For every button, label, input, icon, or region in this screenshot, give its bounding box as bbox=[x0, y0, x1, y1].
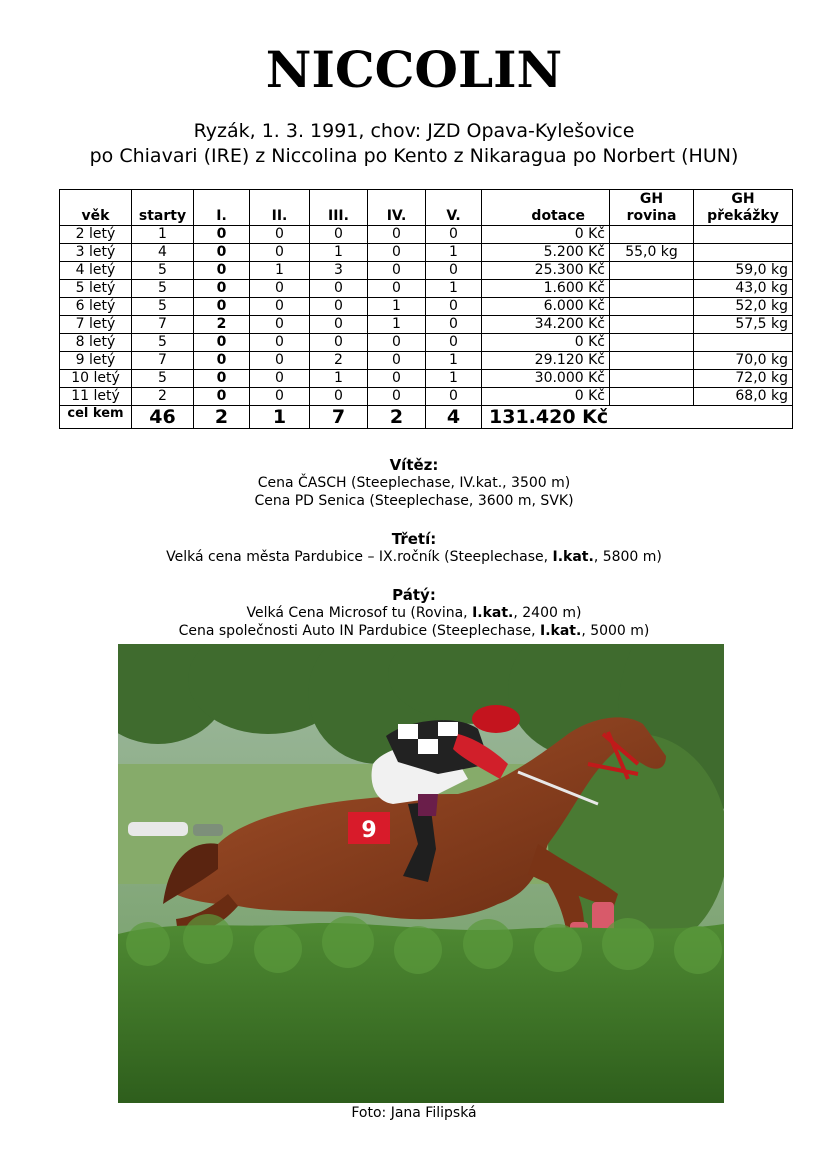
cell-first: 0 bbox=[194, 352, 250, 370]
cell-vek: 4 letý bbox=[60, 262, 132, 280]
cell-dotace: 29.120 Kč bbox=[482, 352, 610, 370]
header-fifth: V. bbox=[426, 190, 482, 226]
cell-dotace: 1.600 Kč bbox=[482, 280, 610, 298]
third-race-1 bbox=[0, 548, 828, 566]
cell-fourth: 1 bbox=[368, 298, 426, 316]
horse-jumping-illustration bbox=[118, 644, 724, 1103]
cell-second: 0 bbox=[250, 226, 310, 244]
total-row bbox=[60, 406, 793, 429]
cell-starty: 2 bbox=[132, 388, 194, 406]
cell-dotace: 25.300 Kč bbox=[482, 262, 610, 280]
header-dotace: dotace bbox=[482, 190, 610, 226]
fifth-race-1-distance: , 2400 m) bbox=[513, 605, 582, 621]
header-gh-prekazky: GH překážky bbox=[694, 190, 793, 226]
cell-second: 0 bbox=[250, 298, 310, 316]
third-race-1-distance: , 5800 m) bbox=[593, 549, 662, 565]
fifth-race-1-text: Velká Cena Microsof tu (Rovina, bbox=[246, 605, 473, 621]
cell-first: 0 bbox=[194, 280, 250, 298]
cell-fourth: 1 bbox=[368, 316, 426, 334]
cell-gh-prekazky: 72,0 kg bbox=[694, 370, 793, 388]
table-row bbox=[60, 244, 793, 262]
cell-dotace: 0 Kč bbox=[482, 226, 610, 244]
cell-second: 0 bbox=[250, 352, 310, 370]
total-label: cel kem bbox=[60, 406, 132, 429]
cell-fifth: 0 bbox=[426, 316, 482, 334]
winner-heading: Vítěz: bbox=[389, 456, 439, 474]
cell-vek: 8 letý bbox=[60, 334, 132, 352]
table-row bbox=[60, 352, 793, 370]
cell-gh-rovina bbox=[610, 262, 694, 280]
cell-gh-rovina bbox=[610, 226, 694, 244]
cell-third: 1 bbox=[310, 370, 368, 388]
header-third: III. bbox=[310, 190, 368, 226]
cell-vek: 3 letý bbox=[60, 244, 132, 262]
cell-fourth: 0 bbox=[368, 262, 426, 280]
cell-vek: 7 letý bbox=[60, 316, 132, 334]
total-starty: 46 bbox=[132, 406, 194, 429]
cell-third: 0 bbox=[310, 280, 368, 298]
header-gh-rovina: GH rovina bbox=[610, 190, 694, 226]
cell-third: 0 bbox=[310, 316, 368, 334]
cell-vek: 5 letý bbox=[60, 280, 132, 298]
header-starty: starty bbox=[132, 190, 194, 226]
parked-cars bbox=[128, 822, 223, 836]
cell-third: 0 bbox=[310, 388, 368, 406]
table-row bbox=[60, 226, 793, 244]
race-photo bbox=[118, 644, 724, 1103]
cell-vek: 11 letý bbox=[60, 388, 132, 406]
third-section bbox=[0, 530, 828, 566]
cell-starty: 5 bbox=[132, 280, 194, 298]
total-first: 2 bbox=[194, 406, 250, 429]
cell-third: 3 bbox=[310, 262, 368, 280]
cell-vek: 10 letý bbox=[60, 370, 132, 388]
fifth-race-2-distance: , 5000 m) bbox=[581, 623, 650, 639]
cell-fourth: 0 bbox=[368, 388, 426, 406]
table-row bbox=[60, 388, 793, 406]
race-statistics-table bbox=[59, 189, 793, 429]
cell-gh-rovina bbox=[610, 334, 694, 352]
fifth-section bbox=[0, 586, 828, 640]
cell-gh-rovina: 55,0 kg bbox=[610, 244, 694, 262]
table-row bbox=[60, 298, 793, 316]
cell-second: 1 bbox=[250, 262, 310, 280]
cell-fifth: 1 bbox=[426, 352, 482, 370]
horse-pedigree: po Chiavari (IRE) z Niccolina po Kento z Nikaragua po Norbert (HUN) bbox=[89, 145, 739, 167]
horse-info: Ryzák, 1. 3. 1991, chov: JZD Opava-Kylešovice bbox=[193, 120, 635, 142]
cell-second: 0 bbox=[250, 388, 310, 406]
cell-first: 0 bbox=[194, 226, 250, 244]
table-header-row bbox=[60, 190, 793, 226]
cell-starty: 5 bbox=[132, 370, 194, 388]
fifth-heading: Pátý: bbox=[392, 586, 436, 604]
cell-gh-prekazky: 52,0 kg bbox=[694, 298, 793, 316]
cell-first: 0 bbox=[194, 262, 250, 280]
cell-gh-prekazky bbox=[694, 226, 793, 244]
cell-second: 0 bbox=[250, 334, 310, 352]
winner-race-1: Cena ČASCH (Steeplechase, IV.kat., 3500 m) bbox=[257, 475, 571, 491]
table-row bbox=[60, 316, 793, 334]
cell-starty: 7 bbox=[132, 316, 194, 334]
header-fourth: IV. bbox=[368, 190, 426, 226]
cell-first: 0 bbox=[194, 298, 250, 316]
cell-gh-rovina bbox=[610, 298, 694, 316]
fifth-race-1-category: I.kat. bbox=[472, 605, 514, 621]
cell-gh-prekazky: 68,0 kg bbox=[694, 388, 793, 406]
cell-third: 0 bbox=[310, 298, 368, 316]
table-row bbox=[60, 370, 793, 388]
cell-fifth: 1 bbox=[426, 244, 482, 262]
cell-third: 2 bbox=[310, 352, 368, 370]
cell-second: 0 bbox=[250, 280, 310, 298]
cell-third: 0 bbox=[310, 334, 368, 352]
total-third: 7 bbox=[310, 406, 368, 429]
cell-dotace: 5.200 Kč bbox=[482, 244, 610, 262]
cell-fourth: 0 bbox=[368, 280, 426, 298]
cell-gh-prekazky: 43,0 kg bbox=[694, 280, 793, 298]
cell-third: 1 bbox=[310, 244, 368, 262]
cell-dotace: 34.200 Kč bbox=[482, 316, 610, 334]
cell-gh-prekazky bbox=[694, 244, 793, 262]
cell-dotace: 6.000 Kč bbox=[482, 298, 610, 316]
cell-gh-prekazky: 70,0 kg bbox=[694, 352, 793, 370]
cell-fifth: 1 bbox=[426, 280, 482, 298]
cell-fifth: 0 bbox=[426, 388, 482, 406]
cell-second: 0 bbox=[250, 370, 310, 388]
total-second: 1 bbox=[250, 406, 310, 429]
cell-gh-prekazky bbox=[694, 334, 793, 352]
total-dotace: 131.420 Kč bbox=[482, 406, 793, 429]
cell-fourth: 0 bbox=[368, 226, 426, 244]
cell-gh-rovina bbox=[610, 388, 694, 406]
cell-fifth: 0 bbox=[426, 334, 482, 352]
page-title: NICCOLIN bbox=[265, 40, 563, 99]
cell-first: 0 bbox=[194, 370, 250, 388]
cell-dotace: 30.000 Kč bbox=[482, 370, 610, 388]
cell-dotace: 0 Kč bbox=[482, 334, 610, 352]
third-heading: Třetí: bbox=[391, 530, 437, 548]
fifth-race-1 bbox=[0, 604, 828, 622]
cell-vek: 2 letý bbox=[60, 226, 132, 244]
cell-starty: 1 bbox=[132, 226, 194, 244]
total-fifth: 4 bbox=[426, 406, 482, 429]
table-row bbox=[60, 280, 793, 298]
cell-gh-rovina bbox=[610, 352, 694, 370]
cell-first: 2 bbox=[194, 316, 250, 334]
table-row bbox=[60, 262, 793, 280]
cell-starty: 5 bbox=[132, 298, 194, 316]
cell-fourth: 0 bbox=[368, 352, 426, 370]
header-vek: věk bbox=[60, 190, 132, 226]
cell-gh-prekazky: 57,5 kg bbox=[694, 316, 793, 334]
cell-fifth: 0 bbox=[426, 262, 482, 280]
cell-dotace: 0 Kč bbox=[482, 388, 610, 406]
table-row bbox=[60, 334, 793, 352]
winner-race-2: Cena PD Senica (Steeplechase, 3600 m, SVK) bbox=[254, 493, 574, 509]
cell-third: 0 bbox=[310, 226, 368, 244]
saddle-number: 9 bbox=[361, 818, 377, 843]
cell-gh-rovina bbox=[610, 370, 694, 388]
fifth-race-2-text: Cena společnosti Auto IN Pardubice (Steeplechase, bbox=[178, 623, 541, 639]
cell-fourth: 0 bbox=[368, 334, 426, 352]
cell-starty: 5 bbox=[132, 262, 194, 280]
header-second: II. bbox=[250, 190, 310, 226]
cell-vek: 6 letý bbox=[60, 298, 132, 316]
fifth-race-2 bbox=[0, 622, 828, 640]
cell-fourth: 0 bbox=[368, 244, 426, 262]
cell-first: 0 bbox=[194, 334, 250, 352]
cell-second: 0 bbox=[250, 316, 310, 334]
cell-second: 0 bbox=[250, 244, 310, 262]
fifth-race-2-category: I.kat. bbox=[540, 623, 582, 639]
photo-credit: Foto: Jana Filipská bbox=[351, 1105, 477, 1121]
cell-starty: 7 bbox=[132, 352, 194, 370]
cell-fourth: 0 bbox=[368, 370, 426, 388]
cell-first: 0 bbox=[194, 388, 250, 406]
cell-fifth: 0 bbox=[426, 226, 482, 244]
cell-gh-rovina bbox=[610, 280, 694, 298]
cell-starty: 4 bbox=[132, 244, 194, 262]
cell-first: 0 bbox=[194, 244, 250, 262]
winner-section bbox=[0, 456, 828, 510]
cell-starty: 5 bbox=[132, 334, 194, 352]
third-race-1-category: I.kat. bbox=[552, 549, 594, 565]
cell-fifth: 1 bbox=[426, 370, 482, 388]
cell-vek: 9 letý bbox=[60, 352, 132, 370]
cell-gh-prekazky: 59,0 kg bbox=[694, 262, 793, 280]
total-fourth: 2 bbox=[368, 406, 426, 429]
cell-fifth: 0 bbox=[426, 298, 482, 316]
third-race-1-text: Velká cena města Pardubice – IX.ročník (Steeplechase, bbox=[166, 549, 553, 565]
header-first: I. bbox=[194, 190, 250, 226]
cell-gh-rovina bbox=[610, 316, 694, 334]
